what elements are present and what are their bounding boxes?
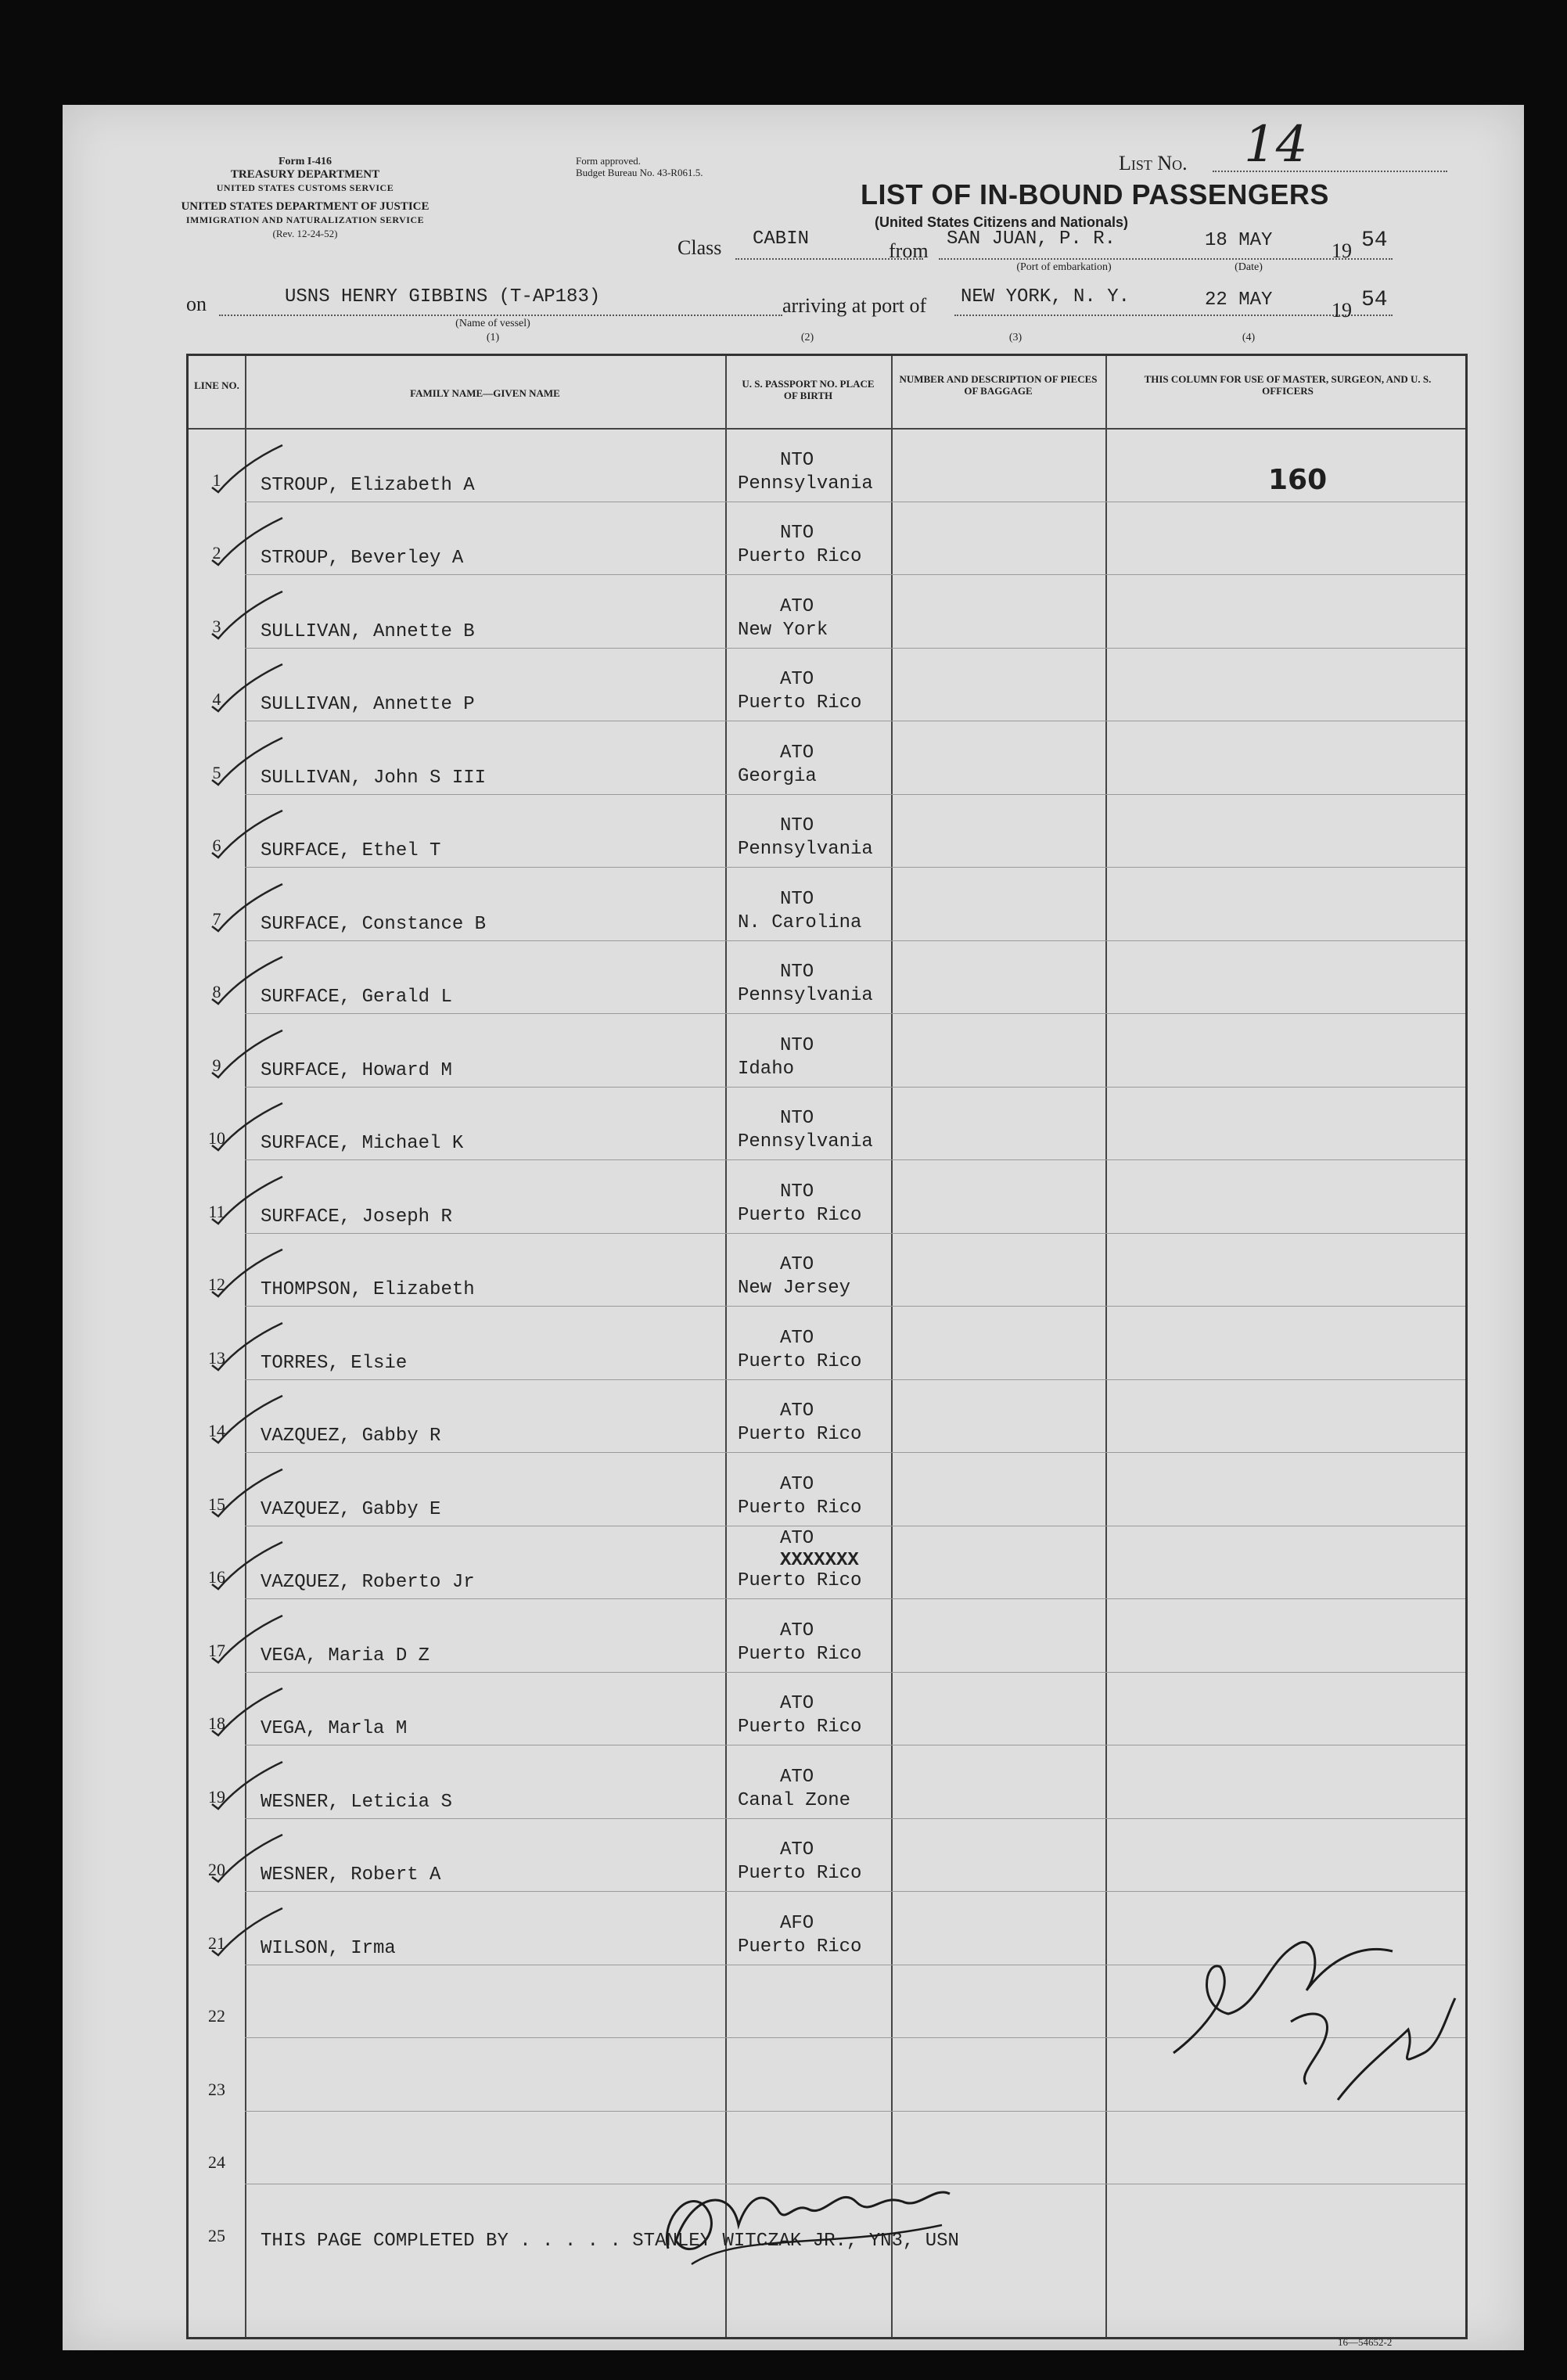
row-rule (245, 1672, 1465, 1673)
arrive-port-value: NEW YORK, N. Y. (961, 286, 1130, 307)
header-line-no: LINE NO. (194, 379, 239, 391)
row-rule (245, 794, 1465, 795)
check-mark (204, 1391, 290, 1446)
line-number: 13 (208, 1347, 225, 1368)
check-mark (204, 1245, 290, 1300)
treasury-label: TREASURY DEPARTMENT (230, 168, 380, 181)
passport-code: ATO (780, 1839, 814, 1860)
embark-port-value: SAN JUAN, P. R. (947, 228, 1116, 250)
place-of-birth: Pennsylvania (738, 473, 873, 494)
passport-code: ATO (780, 1327, 814, 1349)
check-mark (204, 1026, 290, 1080)
line-number: 15 (208, 1494, 225, 1514)
divider (891, 356, 893, 2337)
place-of-birth: Pennsylvania (738, 985, 873, 1006)
place-of-birth: Idaho (738, 1058, 795, 1080)
row-rule (245, 940, 1465, 941)
vessel-caption: (Name of vessel) (455, 318, 530, 329)
passenger-name: STROUP, Beverley A (261, 548, 464, 569)
line-number: 6 (212, 836, 221, 855)
rev-label: (Rev. 12-24-52) (272, 228, 338, 239)
line-number: 10 (208, 1128, 225, 1148)
header-name: FAMILY NAME—GIVEN NAME (410, 387, 560, 399)
vessel-line (219, 315, 782, 316)
passport-code: NTO (780, 962, 814, 983)
place-of-birth: Puerto Rico (738, 546, 862, 567)
vessel-value: USNS HENRY GIBBINS (T-AP183) (285, 286, 601, 307)
passenger-name: SURFACE, Ethel T (261, 840, 441, 861)
line-number: 14 (208, 1421, 225, 1440)
line-number: 1 (212, 469, 221, 490)
line-number: 7 (212, 908, 221, 929)
on-label: on (186, 293, 207, 315)
place-of-birth: New Jersey (738, 1278, 851, 1299)
check-mark (204, 1318, 290, 1373)
line-number: 9 (212, 1055, 221, 1075)
from-label: from (889, 239, 929, 262)
line-number: 21 (208, 1932, 225, 1953)
place-of-birth: Puerto Rico (738, 1570, 862, 1591)
line-number: 4 (212, 689, 221, 709)
passport-code: NTO (780, 523, 814, 544)
check-mark (204, 1684, 290, 1738)
passenger-name: WILSON, Irma (261, 1937, 396, 1959)
row-rule (245, 1159, 1465, 1160)
divider (1105, 356, 1107, 2337)
passport-code: NTO (780, 1034, 814, 1056)
passenger-name: TORRES, Elsie (261, 1352, 408, 1374)
row-rule (245, 1598, 1465, 1599)
line-number: 5 (212, 762, 221, 782)
agency-block (172, 155, 438, 195)
line-number: 3 (212, 616, 221, 636)
embark-year-value: 54 (1361, 228, 1388, 253)
col-number-1: (1) (486, 332, 500, 343)
col-number-4: (4) (1242, 332, 1256, 343)
place-of-birth: Georgia (738, 765, 817, 787)
page-title: LIST OF IN-BOUND PASSENGERS (861, 178, 1329, 210)
passenger-name: VAZQUEZ, Gabby R (261, 1425, 441, 1447)
row-rule (245, 1379, 1465, 1380)
check-mark (204, 1098, 290, 1153)
passport-code: ATO (780, 1473, 814, 1495)
line-number: 2 (212, 543, 221, 563)
passenger-name: WESNER, Robert A (261, 1864, 441, 1886)
check-mark (204, 733, 290, 788)
line-number: 25 (208, 2225, 225, 2245)
check-mark (204, 1465, 290, 1519)
inspector-initials (1158, 1912, 1486, 2116)
embark-date-value: 18 MAY (1205, 230, 1273, 251)
passenger-name: SULLIVAN, John S III (261, 767, 487, 789)
passport-code: AFO (780, 1912, 814, 1934)
justice-block (172, 200, 438, 240)
row-rule (245, 1013, 1465, 1014)
passenger-name: VEGA, Marla M (261, 1718, 408, 1739)
check-mark (204, 1830, 290, 1885)
place-of-birth: Pennsylvania (738, 839, 873, 860)
check-mark (204, 806, 290, 861)
passenger-name: VEGA, Maria D Z (261, 1645, 430, 1666)
check-mark (204, 1904, 290, 1958)
arrive-year-value: 54 (1361, 288, 1388, 312)
passenger-name: SURFACE, Michael K (261, 1133, 464, 1154)
justice-label: UNITED STATES DEPARTMENT OF JUSTICE (181, 200, 429, 213)
row-rule (245, 1306, 1465, 1307)
place-of-birth: Puerto Rico (738, 1204, 862, 1226)
line-number: 17 (208, 1640, 225, 1660)
row-rule (245, 1233, 1465, 1234)
place-of-birth: Pennsylvania (738, 1131, 873, 1152)
budget-label: Budget Bureau No. 43-R061.5. (576, 167, 703, 178)
class-label: Class (677, 236, 722, 259)
passenger-name: SURFACE, Joseph R (261, 1206, 452, 1228)
check-mark (204, 660, 290, 714)
place-of-birth: Puerto Rico (738, 1424, 862, 1445)
passport-code: NTO (780, 888, 814, 910)
check-mark (204, 587, 290, 642)
row-rule (245, 1452, 1465, 1453)
line-number: 20 (208, 1860, 225, 1879)
passenger-name: SULLIVAN, Annette P (261, 694, 475, 715)
col-number-3: (3) (1008, 332, 1023, 343)
check-mark (204, 1172, 290, 1227)
check-mark (204, 952, 290, 1007)
passport-code: NTO (780, 449, 814, 471)
page-subtitle: (United States Citizens and Nationals) (875, 214, 1129, 230)
year-prefix-1: 19 (1332, 239, 1352, 262)
passenger-name: VAZQUEZ, Gabby E (261, 1498, 441, 1520)
check-mark (204, 513, 290, 568)
check-mark (204, 1537, 290, 1592)
form-footer-code: 16—54652-2 (1338, 2336, 1393, 2348)
row-rule (245, 1087, 1465, 1088)
header-divider (189, 428, 1465, 430)
passport-code: ATO (780, 1766, 814, 1788)
line-number: 8 (212, 982, 221, 1001)
passport-code: NTO (780, 1181, 814, 1203)
approval-block (576, 155, 703, 178)
passenger-name: SURFACE, Howard M (261, 1059, 452, 1081)
passport-code: NTO (780, 1108, 814, 1129)
col-number-2: (2) (800, 332, 814, 343)
header-baggage: NUMBER AND DESCRIPTION OF PIECES OF BAGGAGE (899, 373, 1098, 397)
port-embarkation-caption: (Port of embarkation) (1016, 261, 1112, 273)
line-number: 19 (208, 1786, 225, 1807)
check-mark (204, 440, 290, 495)
place-of-birth: New York (738, 619, 828, 641)
line-number: 16 (208, 1567, 225, 1587)
place-of-birth: Puerto Rico (738, 1936, 862, 1958)
row-rule (245, 648, 1465, 649)
row-rule (245, 867, 1465, 868)
passport-code: ATO (780, 1620, 814, 1641)
arrive-date-value: 22 MAY (1205, 289, 1273, 311)
approved-label: Form approved. (576, 155, 642, 167)
row-rule (245, 1818, 1465, 1819)
check-mark (204, 1757, 290, 1812)
check-mark (204, 879, 290, 934)
arriving-label: arriving at port of (782, 294, 927, 317)
line-number: 18 (208, 1713, 225, 1733)
passenger-name: SURFACE, Gerald L (261, 987, 452, 1008)
passenger-name: THOMPSON, Elizabeth (261, 1279, 475, 1300)
passport-code: ATO (780, 742, 814, 764)
line-number: 24 (208, 2152, 225, 2172)
passenger-name: SURFACE, Constance B (261, 913, 487, 935)
officer-signature (645, 2139, 1083, 2280)
passenger-name: SULLIVAN, Annette B (261, 620, 475, 642)
passenger-name: THIS PAGE COMPLETED BY . . . . . STANLEY WITCZAK JR., YN3, USN (261, 2230, 959, 2252)
passport-code: ATO (780, 1693, 814, 1714)
customs-label: UNITED STATES CUSTOMS SERVICE (216, 182, 394, 193)
form-number: Form I-416 (278, 156, 332, 167)
passenger-list-page (63, 105, 1524, 2350)
passenger-name: STROUP, Elizabeth A (261, 474, 475, 496)
line-number: 23 (208, 2079, 225, 2099)
struck-text: XXXXXXX (780, 1550, 859, 1571)
place-of-birth: Puerto Rico (738, 1863, 862, 1884)
passport-code: ATO (780, 1254, 814, 1275)
place-of-birth: N. Carolina (738, 911, 862, 933)
place-of-birth: Puerto Rico (738, 1643, 862, 1665)
check-mark (204, 1611, 290, 1666)
row-rule (245, 1891, 1465, 1892)
line-number: 11 (208, 1201, 225, 1221)
passport-code: ATO (780, 1528, 814, 1549)
passenger-name: VAZQUEZ, Roberto Jr (261, 1572, 475, 1593)
from-line (939, 258, 1393, 260)
class-value: CABIN (753, 228, 810, 250)
place-of-birth: Puerto Rico (738, 692, 862, 714)
ins-label: IMMIGRATION AND NATURALIZATION SERVICE (185, 214, 425, 225)
passport-code: NTO (780, 815, 814, 836)
date-caption: (Date) (1235, 261, 1263, 273)
year-prefix-2: 19 (1332, 299, 1352, 322)
place-of-birth: Puerto Rico (738, 1717, 862, 1738)
passport-code: ATO (780, 595, 814, 617)
passport-code: ATO (780, 669, 814, 690)
passport-code: ATO (780, 1400, 814, 1422)
list-number-value: 14 (1244, 116, 1308, 174)
place-of-birth: Puerto Rico (738, 1497, 862, 1519)
header-passport: U. S. PASSPORT NO. PLACE OF BIRTH (742, 378, 875, 401)
passenger-name: WESNER, Leticia S (261, 1791, 452, 1813)
line-number: 22 (208, 2006, 225, 2026)
officer-note: 160 (1268, 463, 1328, 496)
line-number: 12 (208, 1274, 225, 1294)
place-of-birth: Canal Zone (738, 1789, 851, 1811)
row-rule (245, 574, 1465, 575)
list-number-label: List No. (1119, 152, 1188, 174)
arrive-port-line (954, 315, 1393, 316)
divider (725, 356, 727, 2337)
place-of-birth: Puerto Rico (738, 1350, 862, 1372)
header-officers: THIS COLUMN FOR USE OF MASTER, SURGEON, AND U. S. OFFICERS (1144, 373, 1432, 397)
